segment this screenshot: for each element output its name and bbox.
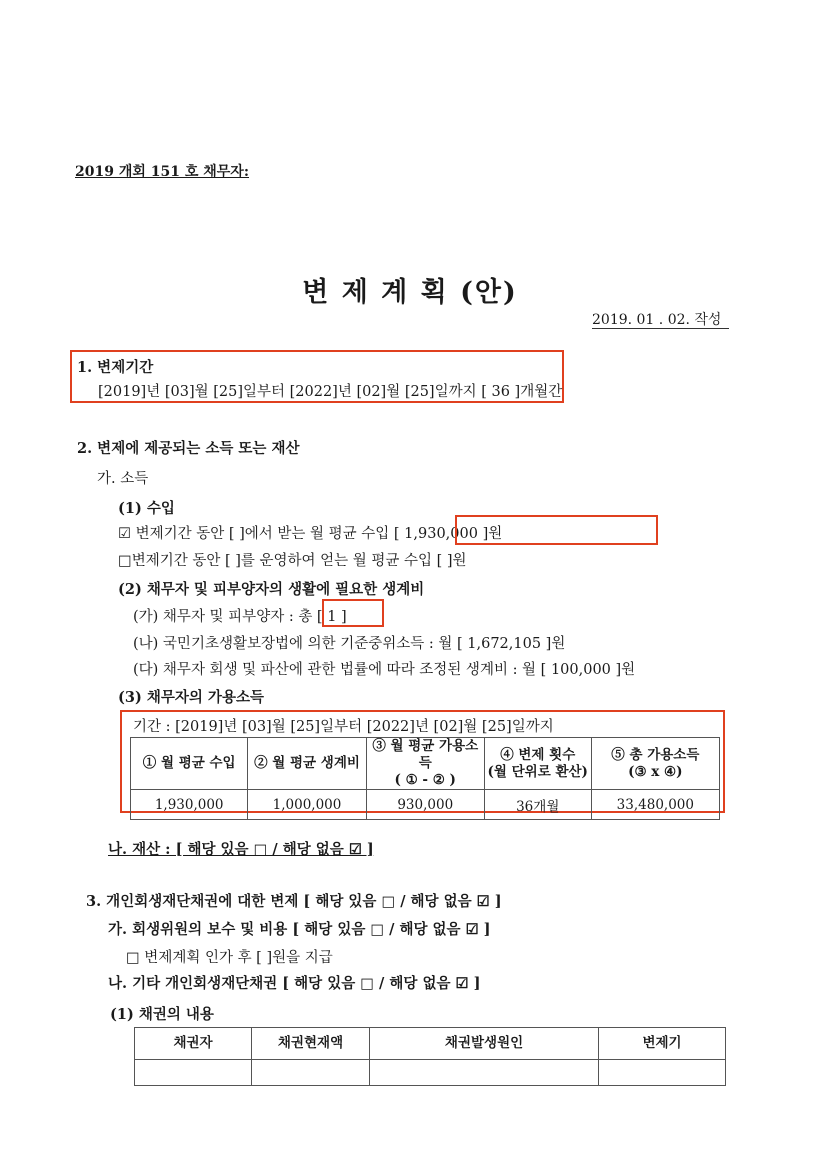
median-income-line: (나) 국민기초생활보장법에 의한 기준중위소득 : 월 [ 1,672,105 ]원: [133, 636, 566, 652]
section-2-heading: 2. 변제에 제공되는 소득 또는 재산: [77, 440, 300, 457]
revenue-line-2: □변제기간 동안 [ ]를 운영하여 얻는 월 평균 수입 [ ]원: [118, 553, 467, 569]
trustee-fee-item: □ 변제계획 인가 후 [ ]원을 지급: [126, 950, 333, 966]
dependents-label: (가) 채무자 및 피부양자 :: [133, 609, 299, 625]
section-1-heading: 1. 변제기간: [77, 359, 154, 376]
header-creditor: 채권자: [135, 1028, 252, 1060]
value-monthly-income: 1,930,000: [131, 790, 248, 820]
date-underline: [592, 328, 729, 329]
header-total-disposable: ⑤ 총 가용소득 (③ x ④): [591, 738, 719, 790]
disposable-period-text: 기간 : [2019]년 [03]월 [25]일부터 [2022]년 [02]월 [25]일까지: [133, 719, 554, 735]
value-monthly-living-cost: 1,000,000: [248, 790, 366, 820]
adjusted-living-cost-line: (다) 채무자 회생 및 파산에 관한 법률에 따라 조정된 생계비 : 월 [ 100,000 ]원: [133, 662, 636, 678]
claim-empty-row: [135, 1060, 726, 1086]
document-date: 2019. 01 . 02. 작성: [592, 312, 722, 328]
header-monthly-living-cost: ② 월 평균 생계비: [248, 738, 366, 790]
section-3-heading: 3. 개인회생재단채권에 대한 변제 [ 해당 있음 □ / 해당 없음 ☑ ]: [86, 893, 502, 910]
monthly-average-income: 월 평균 수입 [ 1,930,000 ]원: [310, 526, 503, 542]
highlight-box-dependents: [322, 599, 384, 627]
value-total-disposable: 33,480,000: [591, 790, 719, 820]
property-text: 나. 재산 : [ 해당 있음 □ / 해당 없음 ☑ ]: [108, 841, 374, 858]
value-repayment-count: 36개월: [484, 790, 591, 820]
revenue-line-1-prefix: ☑ 변제기간 동안 [ ]에서 받는: [118, 526, 311, 542]
dependents-count: 총 [ 1 ]: [298, 609, 347, 625]
disposable-header-row: [131, 738, 720, 790]
claim-content-table: [134, 1027, 726, 1086]
header-current-claim-amount: 채권현재액: [252, 1028, 370, 1060]
repayment-period-text: [2019]년 [03]월 [25]일부터 [2022]년 [02]월 [25]일까지 [ 36 ]개월간: [98, 384, 563, 400]
dependents-line: [133, 605, 347, 626]
revenue-line-1: [118, 522, 502, 543]
trustee-fee-line: 가. 회생위원의 보수 및 비용 [ 해당 있음 □ / 해당 없음 ☑ ]: [108, 921, 491, 938]
income-subheading: 가. 소득: [97, 471, 149, 487]
claim-cell-creditor: [135, 1060, 252, 1086]
disposable-income-heading: (3) 채무자의 가용소득: [118, 689, 264, 706]
living-cost-heading: (2) 채무자 및 피부양자의 생활에 필요한 생계비: [118, 581, 425, 598]
other-estate-claims-line: 나. 기타 개인회생재단채권 [ 해당 있음 □ / 해당 없음 ☑ ]: [108, 975, 481, 992]
property-line: [108, 838, 374, 859]
disposable-value-row: [131, 790, 720, 820]
header-repayment-due: 변제기: [599, 1028, 726, 1060]
highlight-box-monthly-income: [455, 515, 658, 545]
header-monthly-income: ① 월 평균 수입: [131, 738, 248, 790]
case-number-line: 2019 개회 151 호 채무자:: [75, 164, 249, 180]
claim-cell-due: [599, 1060, 726, 1086]
disposable-income-table: [130, 737, 720, 820]
claim-cell-cause: [370, 1060, 599, 1086]
document-title: 변 제 계 획 (안): [302, 277, 518, 308]
claim-content-heading: (1) 채권의 내용: [110, 1006, 214, 1023]
header-monthly-disposable: ③ 월 평균 가용소득 ( ① - ② ): [366, 738, 484, 790]
revenue-heading: (1) 수입: [118, 500, 175, 517]
claim-header-row: [135, 1028, 726, 1060]
value-monthly-disposable: 930,000: [366, 790, 484, 820]
claim-cell-amount: [252, 1060, 370, 1086]
header-repayment-count: ④ 변제 횟수 (월 단위로 환산): [484, 738, 591, 790]
header-claim-cause: 채권발생원인: [370, 1028, 599, 1060]
